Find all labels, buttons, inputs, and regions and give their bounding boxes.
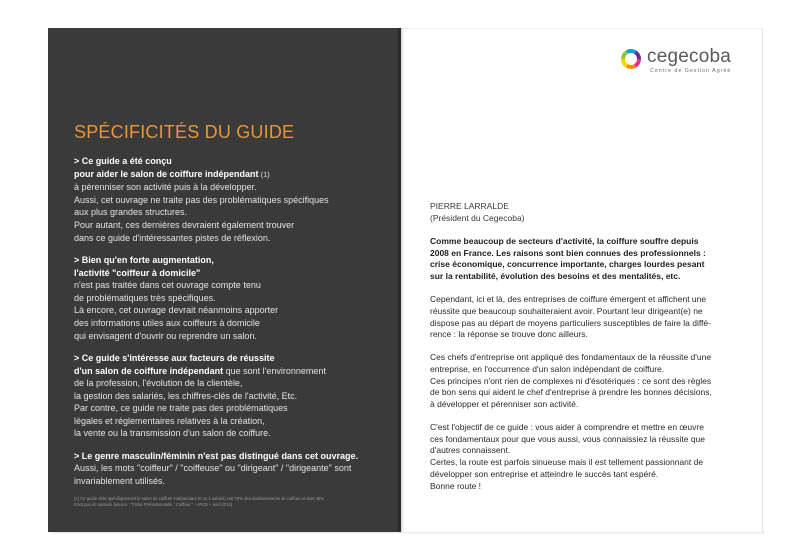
paragraph-line: Certes, la route est parfois sinueuse mais il est tellement passionnant de bbox=[430, 457, 704, 468]
paragraph-line: développer son entreprise et atteindre le succès tant espéré. bbox=[430, 468, 659, 479]
paragraph-line: dispose pas au départ de moyens particuliers susceptibles de faire la diffé- bbox=[430, 317, 711, 328]
intro-line: Comme beaucoup de secteurs d'activité, la coiffure souffre depuis bbox=[430, 236, 699, 246]
paragraph-line: réussite que beaucoup souhaiteraient avoir. Pourtant leur dirigeant(e) ne bbox=[430, 305, 703, 316]
intro-line: sur la rentabilité, évolution des besoins et des mentalités, etc. bbox=[430, 271, 681, 282]
paragraph-line: rence : la réponse se trouve donc ailleurs. bbox=[430, 329, 588, 340]
paragraph-line: entreprise, en l'occurrence d'un salon indépendant de coiffure. bbox=[430, 363, 665, 374]
intro-line: crise économique, concurrence importante, charges lourdes pesant bbox=[430, 259, 705, 270]
block-line: de problématiques très spécifiques. bbox=[74, 292, 216, 303]
page-gutter bbox=[398, 28, 404, 532]
block-line: aux plus grandes structures. bbox=[74, 207, 188, 218]
specificity-block bbox=[74, 155, 392, 244]
block-heading: > Ce guide a été conçu bbox=[74, 156, 172, 166]
block-line: la vente ou la transmission d'un salon de coiffure. bbox=[74, 428, 271, 439]
body-paragraph bbox=[430, 352, 760, 411]
specificity-block bbox=[74, 450, 392, 488]
paragraph-line: à développer et pérenniser son activité. bbox=[430, 399, 579, 410]
guide-specificities bbox=[74, 155, 392, 497]
block-line: dans ce guide d'intéressantes pistes de réflexion. bbox=[74, 232, 271, 243]
specificity-block bbox=[74, 352, 392, 440]
body-paragraph bbox=[430, 422, 760, 492]
footnote-ref: (1) bbox=[258, 169, 270, 179]
paragraph-line: ces fondamentaux pour que vous aussi, vous connaissiez la réussite que bbox=[430, 433, 705, 444]
editorial-text bbox=[430, 236, 760, 504]
block-line: Aussi, les mots "coiffeur" / "coiffeuse" ou "dirigeant" / "dirigeante" sont bbox=[74, 463, 352, 474]
paragraph-line: d'autres connaissent. bbox=[430, 445, 511, 456]
logo-tagline: Centre de Gestion Agréé bbox=[650, 68, 732, 74]
block-line: Pour autant, ces dernières devraient également trouver bbox=[74, 219, 295, 230]
author-name: PIERRE LARRALDE bbox=[430, 201, 509, 211]
block-line: à pérenniser son activité puis à la développer. bbox=[74, 182, 257, 193]
block-line: Là encore, cet ouvrage devrait néanmoins apporter bbox=[74, 305, 279, 316]
block-line: n'est pas traitée dans cet ouvrage compte tenu bbox=[74, 280, 261, 291]
specificity-block bbox=[74, 254, 392, 342]
paragraph-line: Ces principes n'ont rien de complexes ni d'ésotériques : ce sont des règles bbox=[430, 375, 712, 386]
block-line: légales et réglementaires relatives à la création, bbox=[74, 415, 265, 426]
paragraph-line: Ces chefs d'entreprise ont appliqué des fondamentaux de la réussite d'une bbox=[430, 352, 712, 363]
intro-paragraph bbox=[430, 236, 760, 283]
body-paragraph bbox=[430, 294, 760, 341]
block-line: invariablement utilisés. bbox=[74, 476, 166, 487]
ring-logo-icon bbox=[620, 48, 642, 70]
paragraph-line: Bonne route ! bbox=[430, 480, 482, 491]
footnote-line: n'ont pas de salariés (source : "Fiche Professionnelle : Coiffeur " - APCE – avril 2014). bbox=[74, 502, 234, 507]
logo-wordmark: cegecoba bbox=[647, 46, 732, 67]
block-heading: > Le genre masculin/féminin n'est pas distingué dans cet ouvrage. bbox=[74, 450, 358, 461]
guide-title: SPÉCIFICITÉS DU GUIDE bbox=[74, 122, 295, 142]
block-heading: l'activité "coiffeur à domicile" bbox=[74, 267, 201, 278]
block-heading: > Ce guide s'intéresse aux facteurs de réussite bbox=[74, 352, 275, 363]
block-line: qui envisagent d'ouvrir ou reprendre un salon. bbox=[74, 330, 257, 341]
block-line: Aussi, cet ouvrage ne traite pas des problématiques spécifiques bbox=[74, 194, 329, 205]
footnote bbox=[74, 496, 374, 508]
paragraph-line: C'est l'objectif de ce guide : vous aider à comprendre et mettre en œuvre bbox=[430, 422, 704, 433]
block-heading-emphasis: pour aider le salon de coiffure indépendant bbox=[74, 168, 259, 179]
block-line: Par contre, ce guide ne traite pas des problématiques bbox=[74, 403, 288, 414]
block-line: la gestion des salariés, les chiffres-clés de l'activité, Etc. bbox=[74, 390, 298, 401]
block-line-continuation: que sont l'environnement bbox=[223, 365, 326, 376]
block-heading: > Bien qu'en forte augmentation, bbox=[74, 254, 214, 265]
intro-line: 2008 en France. Les raisons sont bien connues des professionnels : bbox=[430, 247, 706, 258]
footnote-line: (1) Ce guide cible spécifiquement le salon de coiffure indépendant (0 ou 1 salarié) soit 78% des établissements de coiffure et dont 46% bbox=[74, 496, 325, 501]
paragraph-line: Cependant, ici et là, des entreprises de coiffure émergent et affichent une bbox=[430, 294, 707, 305]
cegecoba-logo bbox=[620, 44, 746, 74]
author-role: (Président du Cegecoba) bbox=[430, 213, 525, 223]
block-heading-emphasis: d'un salon de coiffure indépendant bbox=[74, 365, 224, 376]
block-line: des informations utiles aux coiffeurs à domicile bbox=[74, 317, 260, 328]
paragraph-line: de bon sens qui aident le chef d'entreprise à prendre les bonnes décisions, bbox=[430, 387, 712, 398]
block-line: de la profession, l'évolution de la clientèle, bbox=[74, 378, 243, 389]
